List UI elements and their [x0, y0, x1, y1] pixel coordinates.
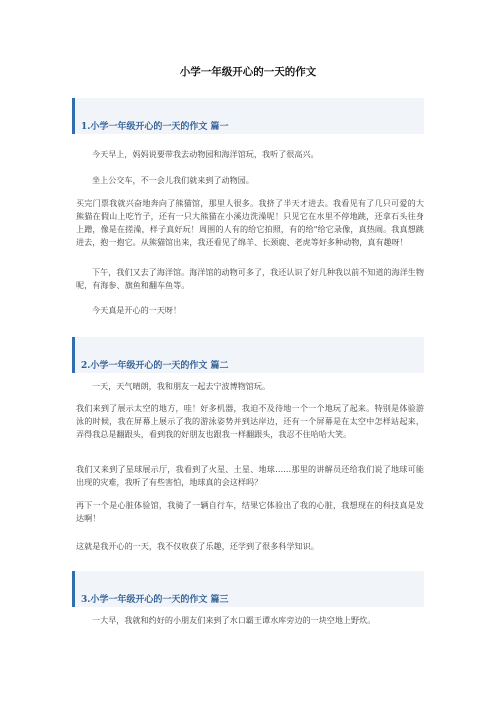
- paragraph: 买完门票我就兴奋地奔向了熊猫馆，那里人很多。我挤了半天才进去。我看见有了几只可爱的大熊猫在假山上吃竹子，还有一只大熊猫在小溪边洗澡呢！只见它在水里不停地跳，还拿石头往身上蹭，像是在搓澡，样子真好玩！周围的人有的给它拍照，有的给"给它录像，真热闹。我真想跳进去，抱一抱它。从熊猫馆出来，我还看见了绵羊、长颈鹿、老虎等好多种动物，真有趣呀！: [76, 198, 424, 247]
- paragraph: 我们又来到了星球展示厅，我看到了火星、土星、地球……那里的讲解员还给我们说了地球可能出现的灾难，我听了有些害怕，地球真的会这样吗？: [76, 464, 424, 487]
- section-heading-text: 1.小学一年级开心的一天的作文 篇一: [81, 122, 229, 132]
- paragraph: 我们来到了展示太空的地方，哇！好多机器，我迫不及待地一个一个地玩了起来。特别是体验游泳的时候，我在屏幕上展示了我的游泳姿势并到达岸边，还有一个屏幕是在太空中怎样站起来，弄得我总是翻跟头，看到我的好朋友也跟我一样翻跟头，我忍不住哈哈大笑。: [76, 403, 424, 439]
- section-heading-3: [72, 571, 424, 607]
- paragraph: 再下一个是心脏体验馆，我骑了一辆自行车，结果它体验出了我的心脏，我想现在的科技真是发达啊！: [76, 500, 424, 523]
- section-heading-1: [72, 98, 424, 134]
- section-heading-text: 3.小学一年级开心的一天的作文 篇三: [81, 595, 229, 605]
- paragraph: 一天，天气晴朗，我和朋友一起去宁波博物馆玩。: [92, 381, 271, 391]
- section-heading-2: [72, 337, 424, 373]
- paragraph: 坐上公交车，不一会儿我们就来到了动物园。: [92, 175, 254, 185]
- paragraph: 下午，我们又去了海洋馆。海洋馆的动物可多了，我还认识了好几种我以前不知道的海洋生物呢，有海参、旗鱼和翻车鱼等。: [76, 267, 424, 290]
- paragraph: 这就是我开心的一天，我不仅收获了乐趣，还学到了很多科学知识。: [76, 541, 319, 551]
- paragraph: 今天早上，妈妈说要带我去动物园和海洋馆玩，我听了很高兴。: [92, 149, 319, 159]
- page-title: 小学一年级开心的一天的作文: [179, 66, 317, 78]
- section-heading-text: 2.小学一年级开心的一天的作文 篇二: [81, 361, 229, 371]
- paragraph: 今天真是开心的一天呀！: [92, 305, 182, 315]
- paragraph: 一大早，我就和约好的小朋友们来到了水口霸王谭水库旁边的一块空地上野炊。: [92, 615, 376, 625]
